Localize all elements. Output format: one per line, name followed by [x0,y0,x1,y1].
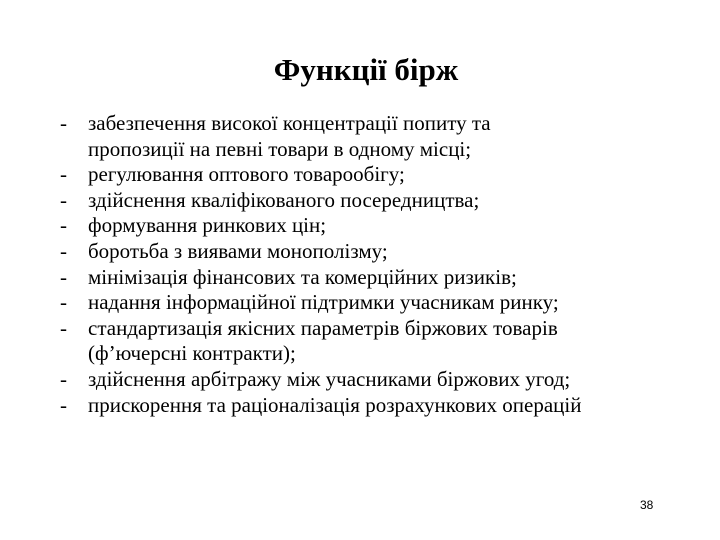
bullet-dash: - [60,111,67,135]
list-item [58,239,708,265]
list-item [58,393,708,419]
bullet-dash: - [60,238,67,263]
list-item-text: забезпечення високої концентрації попиту та [88,111,491,135]
functions-list [58,111,708,418]
list-item [58,367,708,393]
list-item-text: пропозиції на певні товари в одному місці; [88,136,472,161]
bullet-dash: - [60,392,67,417]
list-item [58,316,708,367]
list-item-text: здійснення кваліфікованого посередництва; [88,187,480,212]
bullet-dash: - [60,213,67,238]
list-item-text: (ф’ючерсні контракти); [88,341,296,366]
list-item [58,188,708,214]
list-item [58,111,708,162]
list-item-text: надання інформаційної підтримки учасникам ринку; [88,290,559,315]
list-item-text: формування ринкових цін; [88,213,327,238]
list-item [58,265,708,291]
list-item-text: регулювання оптового товарообігу; [88,162,405,187]
bullet-dash: - [60,162,67,187]
list-item-text: стандартизація якісних параметрів біржових товарів [88,315,558,340]
list-item-text: боротьба з виявами монополізму; [88,238,388,263]
bullet-dash: - [60,264,67,289]
list-item-text: мінімізація фінансових та комерційних ризиків; [88,264,517,289]
list-item [58,290,708,316]
list-item-text: прискорення та раціоналізація розрахункових операцій [88,392,582,417]
page-number: 38 [640,498,654,512]
bullet-dash: - [60,315,67,340]
list-item [58,162,708,188]
list-item [58,213,708,239]
bullet-dash: - [60,290,67,315]
bullet-dash: - [60,187,67,212]
slide-title: Функції бірж [273,52,459,87]
bullet-dash: - [60,366,67,391]
list-item-text: здійснення арбітражу між учасниками біржових угод; [88,366,571,391]
